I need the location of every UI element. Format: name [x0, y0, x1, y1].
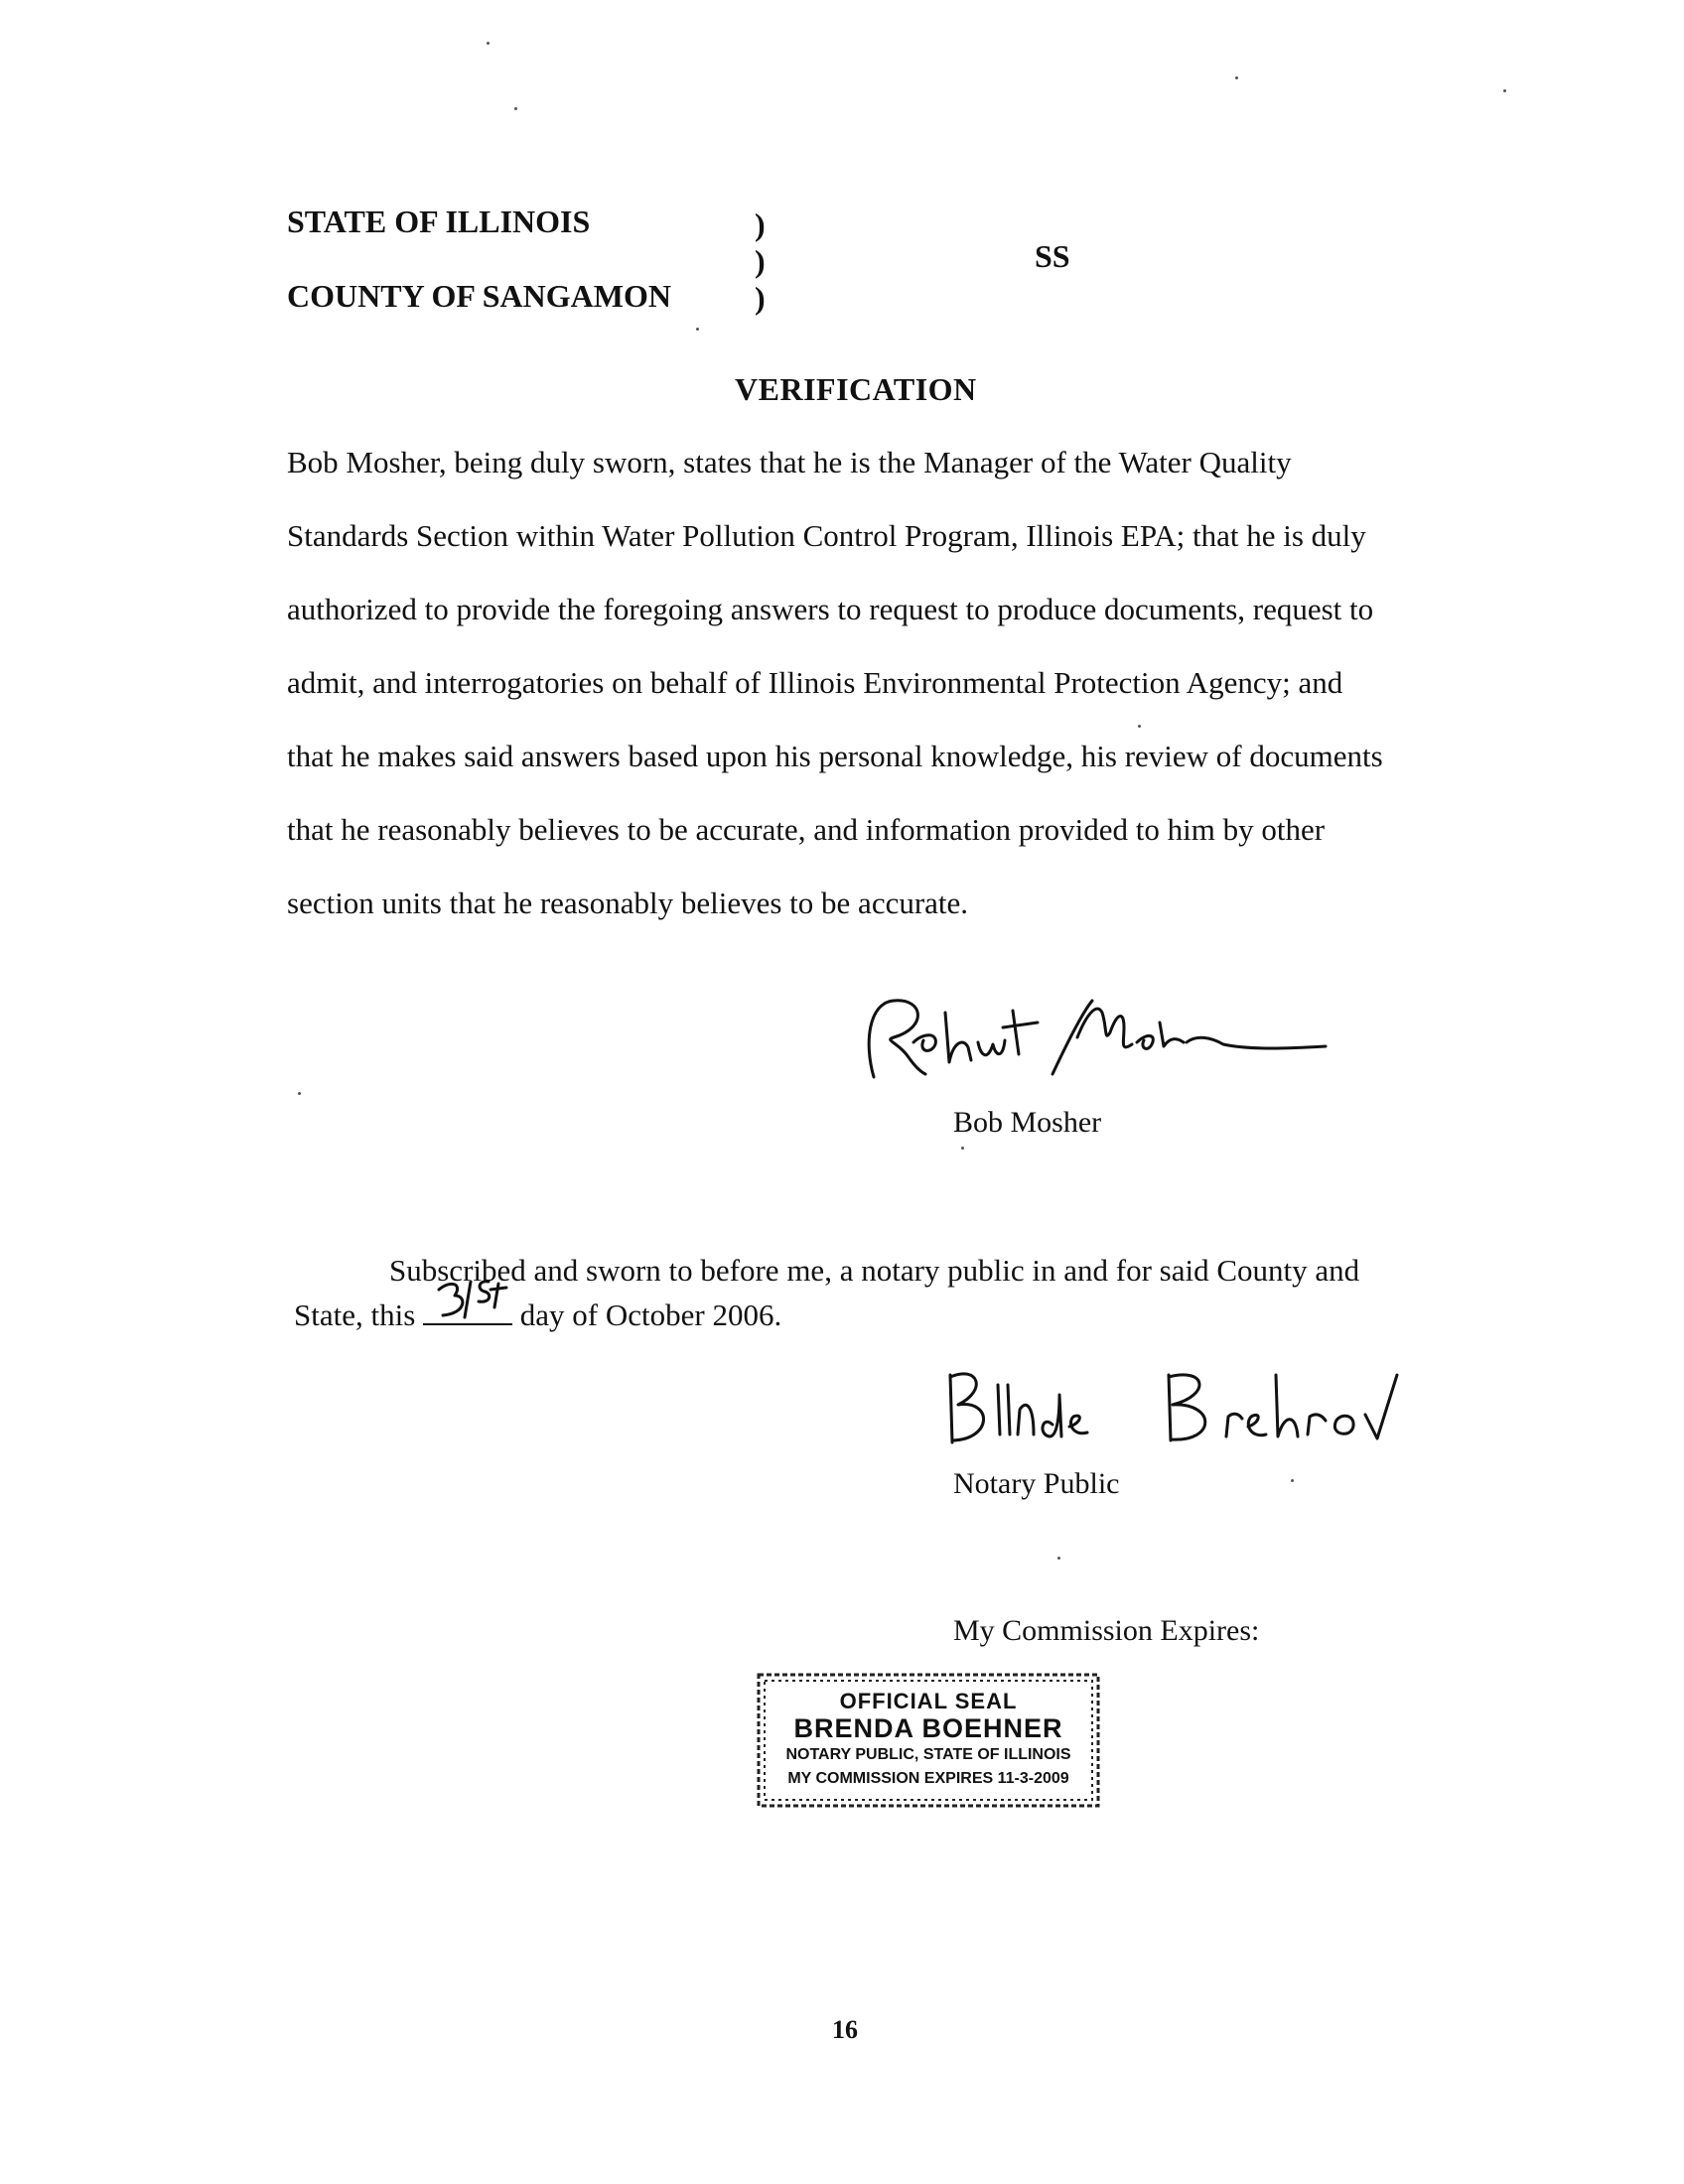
- notary-statement-line2: [294, 1294, 781, 1333]
- scan-speck: [1235, 76, 1238, 79]
- body-line: Bob Mosher, being duly sworn, states that he is the Manager of the Water Quality: [287, 445, 1292, 479]
- mosher-signature: [854, 983, 1331, 1092]
- day-handwritten: [431, 1272, 510, 1327]
- scan-speck: [298, 1092, 301, 1095]
- caption-paren-2: ): [755, 243, 766, 279]
- notary-statement-line1: Subscribed and sworn to before me, a notary public in and for said County and: [389, 1253, 1360, 1288]
- body-line: Standards Section within Water Pollution Control Program, Illinois EPA; that he is duly: [287, 518, 1366, 553]
- scan-speck: [961, 1147, 964, 1150]
- scan-speck: [696, 328, 699, 331]
- seal-line-3: NOTARY PUBLIC, STATE OF ILLINOIS: [785, 1746, 1071, 1763]
- body-line: admit, and interrogatories on behalf of Illinois Environmental Protection Agency; and: [287, 665, 1343, 700]
- caption-county: COUNTY OF SANGAMON: [287, 278, 671, 314]
- page-number: 16: [832, 2015, 858, 2044]
- seal-line-4: MY COMMISSION EXPIRES 11-3-2009: [787, 1770, 1069, 1787]
- scan-speck: [514, 107, 517, 110]
- body-line: section units that he reasonably believes to be accurate.: [287, 886, 969, 920]
- body-line: authorized to provide the foregoing answers to request to produce documents, request to: [287, 592, 1374, 626]
- caption-paren-3: ): [755, 280, 766, 316]
- commission-label: My Commission Expires:: [953, 1614, 1260, 1647]
- caption-paren-1: ): [755, 206, 766, 242]
- seal-line-2: BRENDA BOEHNER: [793, 1713, 1063, 1743]
- caption-state: STATE OF ILLINOIS: [287, 204, 591, 239]
- day-blank: [423, 1294, 512, 1325]
- body-line: that he reasonably believes to be accurate, and information provided to him by other: [287, 812, 1326, 847]
- notary-title: Notary Public: [953, 1467, 1120, 1500]
- official-seal-stamp: [755, 1671, 1102, 1810]
- scan-speck: [1138, 725, 1141, 728]
- scan-speck: [487, 42, 490, 45]
- document-title: VERIFICATION: [735, 371, 977, 407]
- notary-signature: [938, 1355, 1415, 1454]
- seal-line-1: OFFICIAL SEAL: [839, 1689, 1018, 1713]
- caption-ss: SS: [1035, 238, 1070, 274]
- statement-suffix: day of October 2006.: [519, 1297, 782, 1332]
- body-line: that he makes said answers based upon his personal knowledge, his review of documents: [287, 739, 1383, 773]
- signer-name: Bob Mosher: [953, 1106, 1102, 1139]
- scan-speck: [1291, 1479, 1294, 1482]
- scan-speck: [1503, 89, 1506, 92]
- scan-speck: [1057, 1557, 1060, 1560]
- statement-prefix: State, this: [294, 1297, 416, 1332]
